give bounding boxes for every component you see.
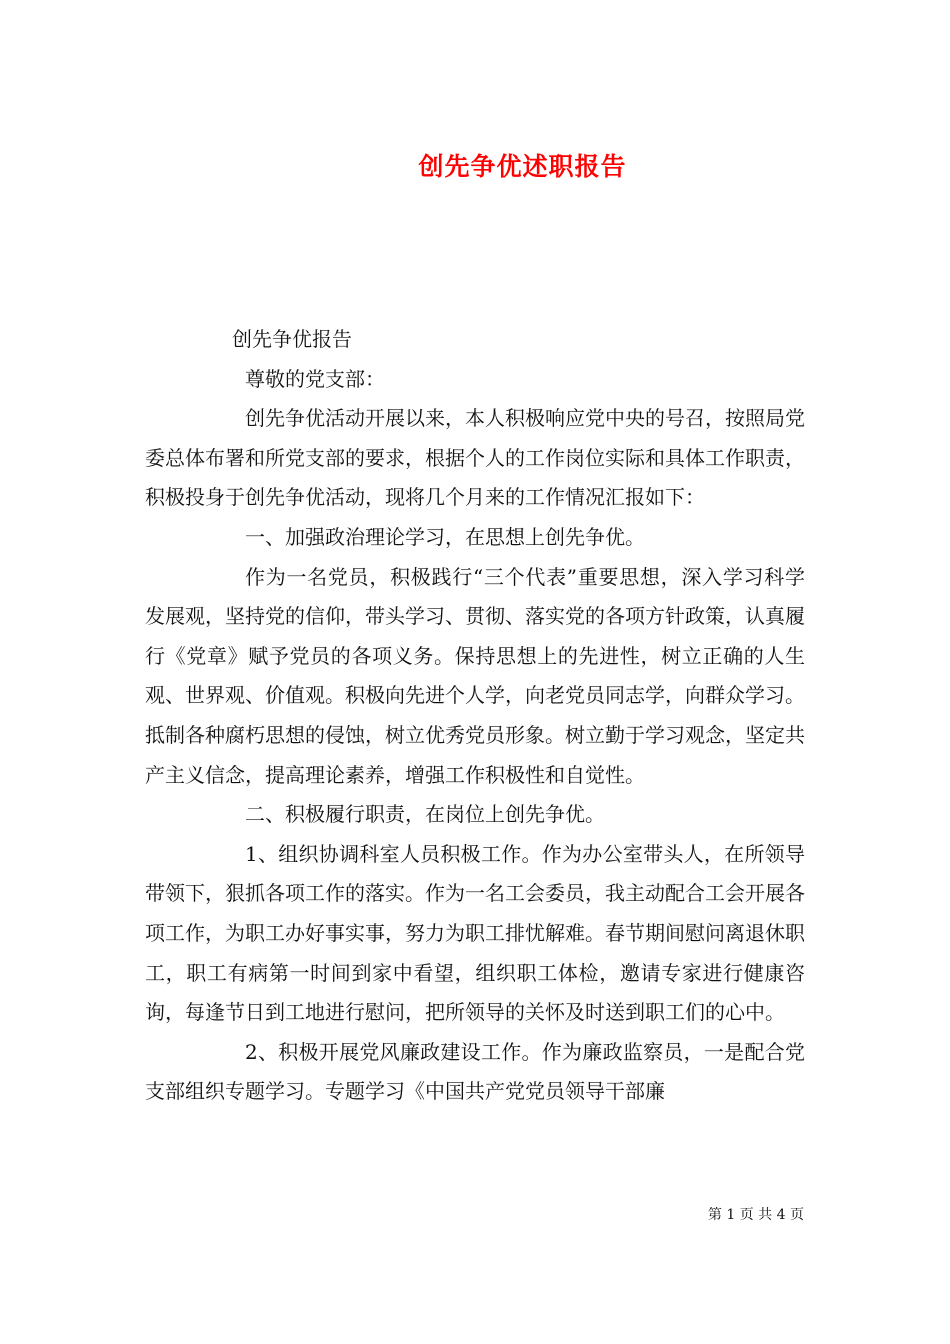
section-heading-2: 二、积极履行职责，在岗位上创先争优。 [245,802,605,827]
document-title: 创先争优述职报告 [418,151,627,181]
paragraph-intro: 创先争优活动开展以来，本人积极响应党中央的号召，按照局党委总体布署和所党支部的要求，根据个人的工作岗位实际和具体工作职责，积极投身于创先争优活动，现将几个月来的工作情况汇报如下： [145,406,805,510]
salutation: 尊敬的党支部： [245,366,385,391]
paragraph-section-1: 作为一名党员，积极践行“三个代表”重要思想，深入学习科学发展观，坚持党的信仰，带头学习、贯彻、落实党的各项方针政策，认真履行《党章》赋予党员的各项义务。保持思想上的先进性，树立正确的人生观、世界观、价值观。积极向先进个人学，向老党员同志学，向群众学习。抵制各种腐朽思想的侵蚀，树立优秀党员形象。树立勤于学习观念，坚定共产主义信念，提高理论素养，增强工作积极性和自觉性。 [145,564,805,787]
section-heading-1: 一、加强政治理论学习，在思想上创先争优。 [245,524,645,549]
paragraph-item-2: 2、积极开展党风廉政建设工作。作为廉政监察员，一是配合党支部组织专题学习。专题学习《中国共产党党员领导干部廉 [145,1039,805,1104]
document-body [145,320,805,1112]
paragraph-item-1: 1、组织协调科室人员积极工作。作为办公室带头人，在所领导带领下，狠抓各项工作的落实。作为一名工会委员，我主动配合工会开展各项工作，为职工办好事实事，努力为职工排忧解难。春节期间慰问离退休职工，职工有病第一时间到家中看望，组织职工体检，邀请专家进行健康咨询，每逢节日到工地进行慰问，把所领导的关怀及时送到职工们的心中。 [145,841,805,1025]
document-subtitle: 创先争优报告 [232,327,352,351]
page-number: 第 1 页 共 4 页 [707,1207,804,1223]
